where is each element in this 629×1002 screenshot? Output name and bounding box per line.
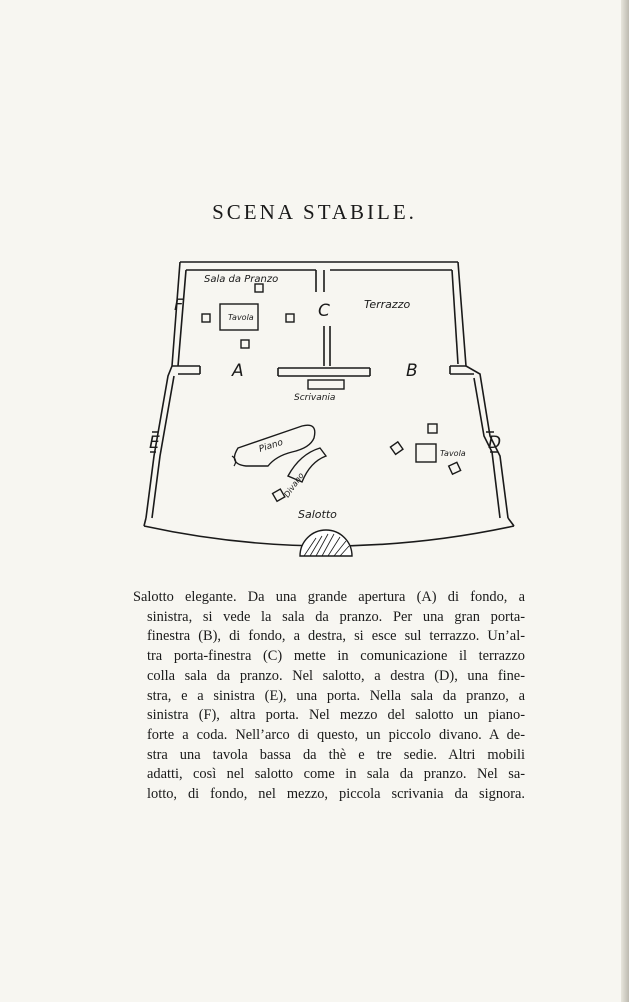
label-d: D xyxy=(488,433,502,453)
description-line: colla sala da pranzo. Nel salotto, a destra (D), una fine- xyxy=(147,667,525,684)
desk xyxy=(308,380,344,389)
label-tavola-salotto: Tavola xyxy=(440,449,466,458)
description-line: forte a coda. Nell’arco di questo, un piccolo divano. A de- xyxy=(147,726,525,743)
outer-wall-right xyxy=(458,262,508,518)
label-salotto: Salotto xyxy=(298,508,337,521)
back-wall-right xyxy=(450,366,474,374)
label-terrazzo: Terrazzo xyxy=(364,298,411,311)
label-sala-da-pranzo: Sala da Pranzo xyxy=(204,274,279,285)
partition-c xyxy=(316,270,324,292)
description-line: finestra (B), di fondo, a destra, si esce sul terrazzo. Un’al- xyxy=(147,628,525,645)
page-edge xyxy=(621,0,629,1002)
page-title: SCENA STABILE. xyxy=(212,200,417,224)
label-scrivania: Scrivania xyxy=(294,393,336,403)
scene-description xyxy=(133,588,525,805)
description-line: stra una tavola bassa da thè e tre sedie. Altri mobili xyxy=(147,746,525,763)
label-tavola-sala: Tavola xyxy=(228,313,254,322)
chair xyxy=(286,314,294,322)
description-line: lotto, di fondo, nel mezzo, piccola scrivania da signora. xyxy=(147,786,525,803)
label-b: B xyxy=(406,361,418,381)
stage-floor-plan xyxy=(128,256,528,561)
chair xyxy=(449,462,461,474)
label-divano: Divano xyxy=(282,471,306,500)
tea-table xyxy=(416,444,436,462)
label-f: F xyxy=(174,295,184,314)
chair xyxy=(241,340,249,348)
chair xyxy=(390,442,403,455)
label-e: E xyxy=(149,433,160,453)
chair xyxy=(202,314,210,322)
chair xyxy=(428,424,437,433)
label-c: C xyxy=(318,301,330,321)
description-line: sinistra, si vede la sala da pranzo. Per una gran porta- xyxy=(147,608,525,625)
description-line: sinistra (F), altra porta. Nel mezzo del salotto un piano- xyxy=(147,707,525,724)
label-a: A xyxy=(232,361,244,381)
chair xyxy=(255,284,263,292)
description-line: adatti, così nel salotto come in sala da pranzo. Nel sa- xyxy=(147,766,525,783)
back-wall-center xyxy=(278,368,370,376)
description-line: tra porta-finestra (C) mette in comunicazione il terrazzo xyxy=(147,648,525,665)
label-piano: Piano xyxy=(257,437,285,455)
back-wall-left xyxy=(172,366,200,374)
description-line: stra, e a sinistra (E), una porta. Nella sala da pranzo, a xyxy=(147,687,525,704)
description-line: Salotto elegante. Da una grande apertura (A) di fondo, a xyxy=(133,589,525,605)
